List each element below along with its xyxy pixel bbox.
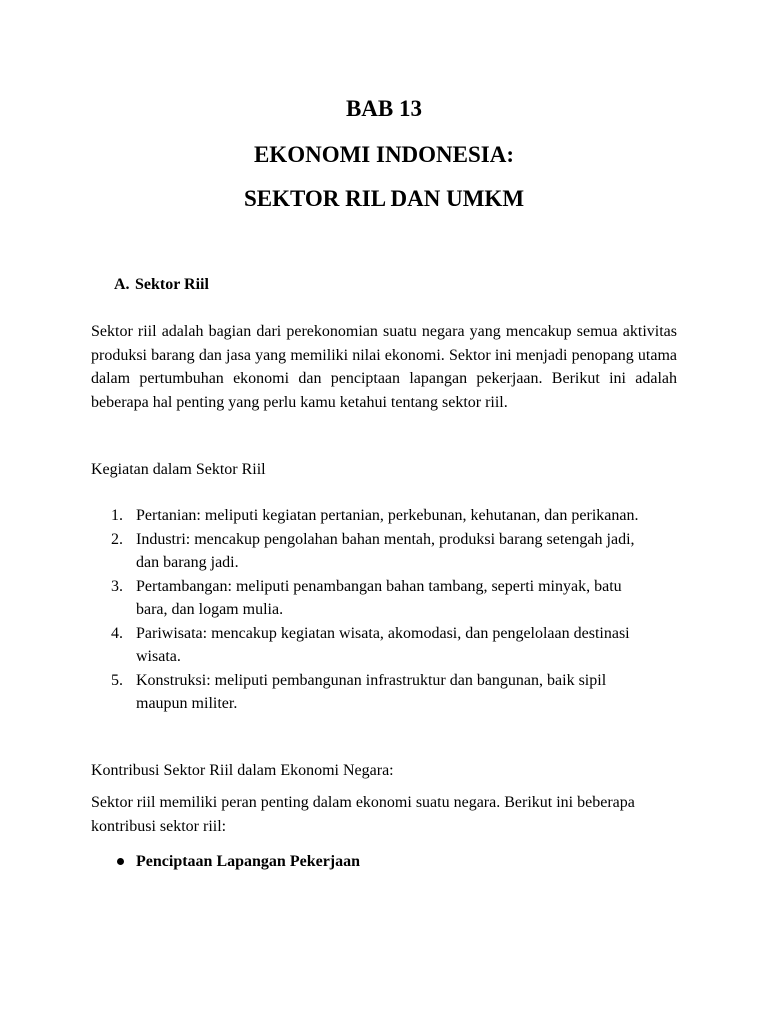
list-item bbox=[91, 622, 656, 669]
list-item bbox=[91, 669, 656, 716]
chapter-number: BAB 13 bbox=[345, 96, 423, 121]
list-item-text: Pertanian: meliputi kegiatan pertanian, perkebunan, kehutanan, dan perikanan. bbox=[136, 507, 639, 524]
chapter-title: EKONOMI INDONESIA: bbox=[253, 142, 515, 167]
list-item-number: 3. bbox=[111, 577, 123, 595]
contribution-intro: Sektor riil memiliki peran penting dalam ekonomi suatu negara. Berikut ini beberapa kontribusi sektor riil: bbox=[91, 794, 635, 835]
list-item-number: 1. bbox=[111, 507, 123, 524]
list-item bbox=[91, 575, 656, 622]
list-item-text: Industri: mencakup pengolahan bahan mentah, produksi barang setengah jadi, dan barang jadi. bbox=[136, 530, 635, 571]
list-item-number: 4. bbox=[111, 624, 123, 642]
chapter-subtitle: SEKTOR RIL DAN UMKM bbox=[243, 186, 525, 211]
contribution-heading: Kontribusi Sektor Riil dalam Ekonomi Negara: bbox=[91, 762, 394, 779]
section-heading-text: Sektor Riil bbox=[135, 276, 209, 293]
section-letter: A. bbox=[114, 276, 130, 293]
list-item-text: Penciptaan Lapangan Pekerjaan bbox=[136, 853, 361, 870]
list-item-text: Pariwisata: mencakup kegiatan wisata, akomodasi, dan pengelolaan destinasi wisata. bbox=[136, 624, 630, 665]
list-item-number: 2. bbox=[111, 530, 123, 548]
list-item bbox=[91, 528, 656, 575]
section-heading bbox=[114, 275, 209, 295]
list-item bbox=[91, 504, 656, 528]
activities-heading: Kegiatan dalam Sektor Riil bbox=[91, 461, 266, 478]
list-item-text: Konstruksi: meliputi pembangunan infrastruktur dan bangunan, baik sipil maupun militer. bbox=[136, 671, 607, 712]
contributions-list bbox=[91, 850, 677, 874]
bullet-icon bbox=[117, 858, 124, 865]
list-item bbox=[91, 850, 677, 874]
list-item-number: 5. bbox=[111, 671, 123, 689]
list-item-text: Pertambangan: meliputi penambangan bahan tambang, seperti minyak, batu bara, dan logam mulia. bbox=[136, 577, 622, 618]
intro-paragraph: Sektor riil adalah bagian dari perekonomian suatu negara yang mencakup semua aktivitas produksi barang dan jasa yang memiliki nilai ekonomi. Sektor ini menjadi penopang utama dalam pertumbuhan ekonomi dan penciptaan lapangan pekerjaan. Berikut ini adalah beberapa hal penting yang perlu kamu ketahui tentang sektor riil. bbox=[91, 323, 677, 411]
activities-list bbox=[91, 504, 677, 716]
